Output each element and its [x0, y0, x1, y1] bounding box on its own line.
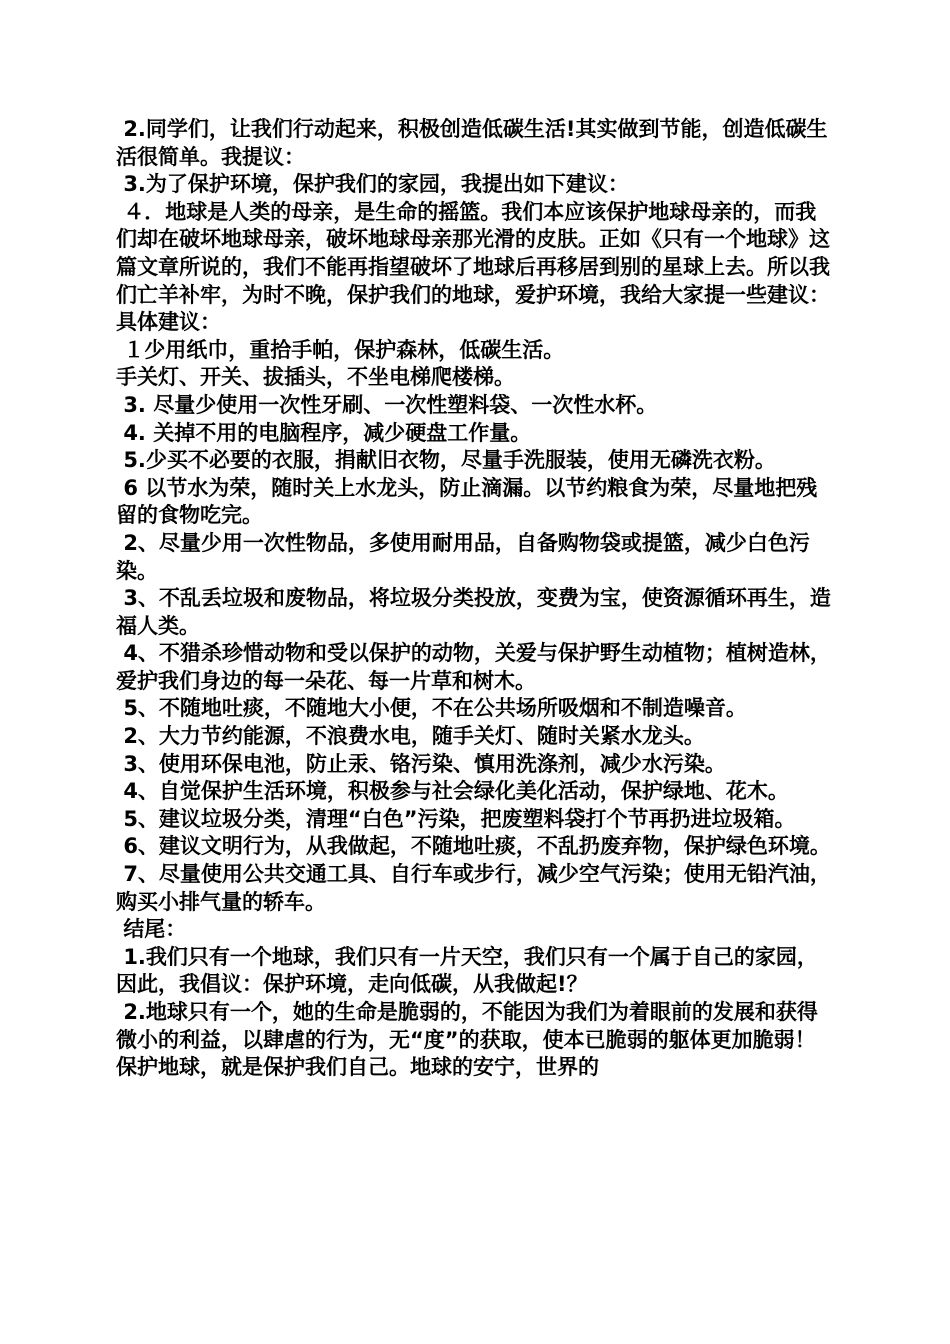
suggestion-item: 6、建议文明行为，从我做起，不随地吐痰，不乱扔废弃物，保护绿色环境。 — [116, 834, 831, 859]
paragraph-1: 2.同学们，让我们行动起来，积极创造低碳生活!其实做到节能，创造低碳生活很简单。我提议： — [116, 117, 828, 169]
suggestion-item: 5.少买不必要的衣服，捐献旧衣物，尽量手洗服装，使用无磷洗衣粉。 — [116, 448, 776, 473]
ending-paragraph: 2.地球只有一个，她的生命是脆弱的，不能因为我们为着眼前的发展和获得微小的利益，以肆虐的行为，无“度”的获取，使本已脆弱的躯体更加脆弱！保护地球，就是保护我们自己。地球的安宁，世界的 — [116, 1000, 818, 1080]
suggestion-item: 3、不乱丢垃圾和废物品，将垃圾分类投放，变费为宝，使资源循环再生，造福人类。 — [116, 586, 831, 638]
paragraph-2: 3.为了保护环境，保护我们的家园，我提出如下建议： — [116, 172, 629, 197]
paragraph-3: ４．地球是人类的母亲，是生命的摇篮。我们本应该保护地球母亲的，而我们却在破坏地球母亲，破坏地球母亲那光滑的皮肤。正如《只有一个地球》这篇文章所说的，我们不能再指望破坏了地球后再移居到别的星球上去。所以我们亡羊补牢，为时不晚，保护我们的地球，爱护环境，我给大家提一些建议： — [116, 199, 830, 307]
suggestion-item: 手关灯、开关、拔插头，不坐电梯爬楼梯。 — [116, 365, 515, 390]
ending-paragraph: 1.我们只有一个地球，我们只有一片天空，我们只有一个属于自己的家园，因此，我倡议：保护环境，走向低碳，从我做起!？ — [116, 944, 818, 997]
suggestion-item: １少用纸巾，重拾手帕，保护森林，低碳生活。 — [116, 337, 565, 362]
suggestion-item: 4、不猎杀珍惜动物和受以保护的动物，关爱与保护野生动植物；植树造林，爱护我们身边的每一朵花、每一片草和树木。 — [116, 641, 831, 693]
suggestion-item: 2、尽量少用一次性物品，多使用耐用品，自备购物袋或提篮，减少白色污染。 — [116, 530, 810, 583]
suggestion-item: 5、不随地吐痰，不随地大小便，不在公共场所吸烟和不制造噪音。 — [116, 696, 747, 721]
suggestion-item: 4、自觉保护生活环境，积极参与社会绿化美化活动，保护绿地、花木。 — [116, 779, 789, 804]
suggestion-item: 4. 关掉不用的电脑程序，减少硬盘工作量。 — [116, 420, 532, 445]
document-body — [116, 116, 836, 1082]
section-heading-ending: 结尾： — [116, 917, 187, 942]
suggestion-item: 2、大力节约能源，不浪费水电，随手关灯、随时关紧水龙头。 — [116, 724, 705, 749]
suggestion-item: 3、使用环保电池，防止汞、铬污染、慎用洗涤剂，减少水污染。 — [116, 751, 726, 776]
section-heading-suggestions: 具体建议： — [116, 310, 221, 335]
suggestion-item: 7、尽量使用公共交通工具、自行车或步行，减少空气污染；使用无铅汽油，购买小排气量的轿车。 — [116, 862, 831, 914]
suggestion-item: 3. 尽量少使用一次性牙刷、一次性塑料袋、一次性水杯。 — [116, 392, 658, 417]
suggestion-item: 5、建议垃圾分类，清理“白色”污染，把废塑料袋打个节再扔进垃圾箱。 — [116, 806, 796, 831]
suggestion-item: 6 以节水为荣，随时关上水龙头，防止滴漏。以节约粮食为荣，尽量地把残留的食物吃完。 — [116, 475, 818, 528]
